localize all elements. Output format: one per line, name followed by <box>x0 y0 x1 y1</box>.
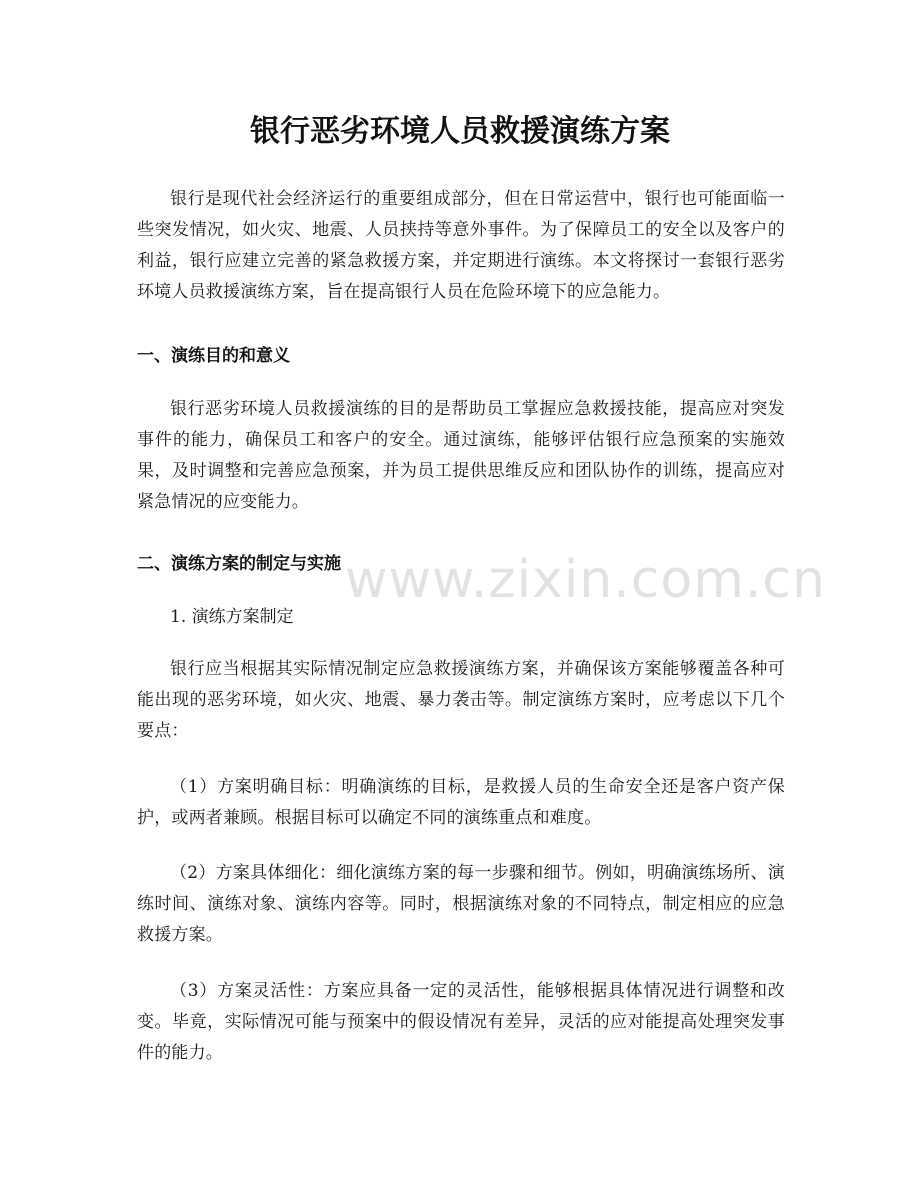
section-1-paragraph: 银行恶劣环境人员救援演练的目的是帮助员工掌握应急救援技能，提高应对突发事件的能力，确保员工和客户的安全。通过演练，能够评估银行应急预案的实施效果，及时调整和完善应急预案，并为员工提供思维反应和团队协作的训练，提高应对紧急情况的应变能力。 <box>137 399 785 512</box>
point-3-paragraph: （3）方案灵活性：方案应具备一定的灵活性，能够根据具体情况进行调整和改变。毕竟，实际情况可能与预案中的假设情况有差异，灵活的应对能提高处理突发事件的能力。 <box>137 981 785 1063</box>
point-2-paragraph: （2）方案具体细化：细化演练方案的每一步骤和细节。例如，明确演练场所、演练时间、演练对象、演练内容等。同时，根据演练对象的不同特点，制定相应的应急救援方案。 <box>137 863 785 945</box>
section-1-heading: 一、演练目的和意义 <box>137 346 290 366</box>
document-title: 银行恶劣环境人员救援演练方案 <box>250 114 670 149</box>
intro-paragraph: 银行是现代社会经济运行的重要组成部分，但在日常运营中，银行也可能面临一些突发情况，如火灾、地震、人员挟持等意外事件。为了保障员工的安全以及客户的利益，银行应建立完善的紧急救援方案，并定期进行演练。本文将探讨一套银行恶劣环境人员救援演练方案，旨在提高银行人员在危险环境下的应急能力。 <box>137 189 785 302</box>
section-2-paragraph: 银行应当根据其实际情况制定应急救援演练方案，并确保该方案能够覆盖各种可能出现的恶劣环境，如火灾、地震、暴力袭击等。制定演练方案时，应考虑以下几个要点： <box>137 659 785 741</box>
point-1-paragraph: （1）方案明确目标：明确演练的目标，是救援人员的生命安全还是客户资产保护，或两者兼顾。根据目标可以确定不同的演练重点和难度。 <box>137 777 785 828</box>
watermark-text: www.zixin.com.cn <box>345 550 826 610</box>
subsection-1-heading: 1. 演练方案制定 <box>170 607 294 627</box>
section-2-heading: 二、演练方案的制定与实施 <box>137 554 341 574</box>
